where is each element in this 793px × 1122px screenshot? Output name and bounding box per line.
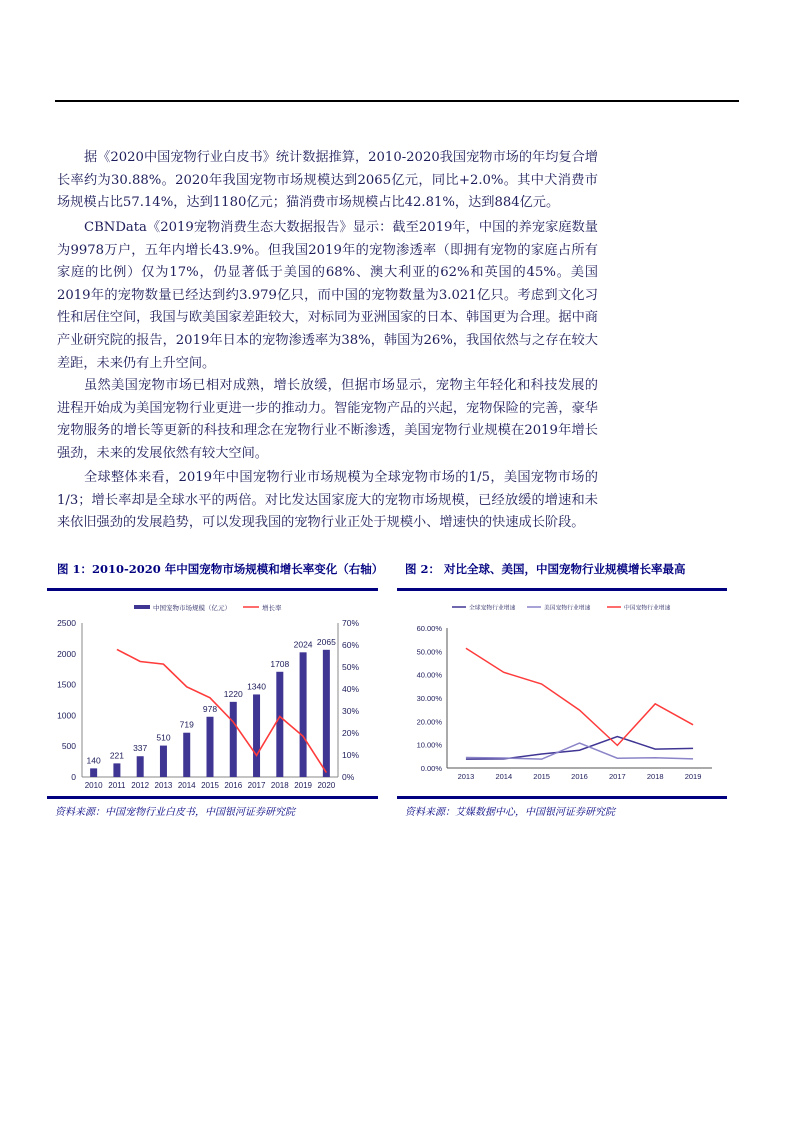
y-tick-label: 20.00% bbox=[416, 717, 442, 727]
figure-1-source: 资料来源：中国宠物行业白皮书，中国银河证券研究院 bbox=[55, 807, 295, 818]
y2-tick-label: 0% bbox=[342, 772, 355, 782]
x-tick-label: 2010 bbox=[84, 781, 103, 790]
bar-data-label: 978 bbox=[202, 703, 218, 714]
y2-tick-label: 40% bbox=[342, 684, 360, 694]
bar bbox=[160, 746, 167, 777]
bar bbox=[253, 694, 260, 777]
figure-1-bottom-rule bbox=[47, 796, 378, 799]
paragraph-2: CBNData《2019宠物消费生态大数据报告》显示：截至2019年，中国的养宠家庭数量为9978万户，五年内增长43.9%。但我国2019年的宠物渗透率（即拥有宠物的家庭占所有家庭的比例）仅为17%，仍显著低于美国的68%、澳大利亚的62%和英国的45%。美国2019年的宠物数量已经达到约3.979亿只，而中国的宠物数量为3.021亿只。考虑到文化习性和居住空间，我国与欧美国家差距较大，对标同为亚洲国家的日本、韩国更为合理。据中商产业研究院的报告，2019年日本的宠物渗透率为38%，韩国为26%，我国依然与之存在较大差距，未来仍有上升空间。 bbox=[57, 220, 598, 371]
x-tick-label: 2012 bbox=[131, 781, 150, 790]
legend-label: 中国宠物行业增速 bbox=[624, 605, 671, 612]
legend-swatch-bar bbox=[134, 605, 150, 609]
bar bbox=[90, 768, 97, 777]
paragraph-4: 全球整体来看，2019年中国宠物行业市场规模为全球宠物市场的1/5，美国宠物市场的1/3；增长率却是全球水平的两倍。对比发达国家庞大的宠物市场规模，已经放缓的增速和未来依旧强劲的发展趋势，可以发现我国的宠物行业正处于规模小、增速快的快速成长阶段。 bbox=[57, 470, 598, 531]
growth-rate-line bbox=[117, 649, 326, 772]
x-tick-label: 2015 bbox=[533, 772, 550, 781]
bar bbox=[230, 702, 237, 777]
global-growth-line bbox=[466, 737, 693, 760]
y2-tick-label: 30% bbox=[342, 706, 360, 716]
y2-tick-label: 10% bbox=[342, 750, 360, 760]
y-tick-label: 0.00% bbox=[420, 764, 442, 773]
bar bbox=[113, 763, 120, 777]
y2-tick-label: 20% bbox=[342, 728, 360, 738]
figure-2-source: 资料来源：艾媒数据中心，中国银河证券研究院 bbox=[405, 807, 615, 818]
y-tick-label: 50.00% bbox=[416, 647, 442, 657]
bar-data-label: 510 bbox=[156, 732, 171, 743]
bar-data-label: 2065 bbox=[316, 636, 336, 647]
x-tick-label: 2016 bbox=[224, 781, 243, 790]
bar bbox=[323, 650, 330, 777]
paragraph-3: 虽然美国宠物市场已相对成熟，增长放缓，但据市场显示，宠物主年轻化和科技发展的进程开始成为美国宠物行业更进一步的推动力。智能宠物产品的兴起，宠物保险的完善，豪华宠物服务的增长等更新的科技和理念在宠物行业不断渗透，美国宠物行业规模在2019年增长强劲，未来的发展依然有较大空间。 bbox=[57, 378, 598, 461]
y-tick-label: 30.00% bbox=[416, 694, 442, 703]
chart-1 bbox=[47, 591, 378, 796]
y-tick-label: 500 bbox=[61, 741, 76, 752]
figure-1-title: 图 1：2010-2020 年中国宠物市场规模和增长率变化（右轴） bbox=[57, 562, 384, 576]
y-tick-label: 1000 bbox=[57, 710, 76, 721]
us-growth-line bbox=[466, 743, 693, 759]
x-tick-label: 2011 bbox=[108, 781, 126, 790]
bar bbox=[207, 717, 214, 777]
bar-data-label: 140 bbox=[86, 755, 101, 766]
x-tick-label: 2019 bbox=[684, 772, 702, 781]
x-tick-label: 2014 bbox=[177, 781, 196, 790]
x-tick-label: 2016 bbox=[571, 772, 588, 781]
bar bbox=[300, 652, 307, 777]
y-tick-label: 2000 bbox=[57, 648, 76, 659]
x-tick-label: 2018 bbox=[270, 781, 289, 790]
chart-2 bbox=[397, 591, 727, 796]
legend-label-line: 增长率 bbox=[262, 605, 282, 612]
x-tick-label: 2018 bbox=[646, 772, 664, 781]
bar-data-label: 2024 bbox=[293, 639, 313, 650]
y2-tick-label: 70% bbox=[342, 618, 360, 628]
bar-data-label: 1340 bbox=[247, 681, 267, 692]
china-growth-line bbox=[466, 648, 693, 745]
y-tick-label: 1500 bbox=[57, 679, 76, 690]
figure-2-title: 图 2： 对比全球、美国，中国宠物行业规模增长率最高 bbox=[405, 562, 686, 576]
legend-label-bar: 中国宠物市场规模（亿元） bbox=[153, 605, 231, 612]
bar bbox=[183, 733, 190, 777]
header-rule bbox=[55, 100, 739, 102]
x-tick-label: 2015 bbox=[201, 781, 219, 790]
x-tick-label: 2013 bbox=[457, 772, 475, 781]
y-tick-label: 10.00% bbox=[416, 740, 442, 750]
bar-data-label: 337 bbox=[133, 743, 148, 754]
x-tick-label: 2020 bbox=[317, 781, 336, 790]
x-tick-label: 2019 bbox=[294, 781, 312, 790]
legend-label: 全球宠物行业增速 bbox=[469, 605, 516, 612]
bar bbox=[276, 672, 283, 777]
bar bbox=[137, 756, 144, 777]
y-tick-label: 2500 bbox=[57, 618, 76, 628]
bar-data-label: 719 bbox=[179, 719, 194, 730]
y-tick-label: 60.00% bbox=[416, 624, 442, 633]
paragraph-1: 据《2020中国宠物行业白皮书》统计数据推算，2010-2020我国宠物市场的年均复合增长率约为30.88%。2020年我国宠物市场规模达到2065亿元，同比+2.0%。其中犬消费市场规模占比57.14%，达到1180亿元；猫消费市场规模占比42.81%，达到884亿元。 bbox=[57, 150, 598, 211]
bar-data-label: 1708 bbox=[270, 658, 290, 669]
y2-tick-label: 50% bbox=[342, 662, 360, 672]
x-tick-label: 2017 bbox=[609, 772, 626, 781]
y2-tick-label: 60% bbox=[342, 640, 360, 650]
figure-2-bottom-rule bbox=[397, 796, 727, 799]
x-tick-label: 2017 bbox=[247, 781, 266, 790]
bar-data-label: 221 bbox=[109, 750, 125, 761]
legend-label: 美国宠物行业增速 bbox=[544, 605, 591, 612]
x-tick-label: 2013 bbox=[154, 781, 173, 790]
bar-data-label: 1220 bbox=[223, 688, 243, 699]
x-tick-label: 2014 bbox=[495, 772, 513, 781]
y-tick-label: 0 bbox=[71, 772, 76, 782]
y-tick-label: 40.00% bbox=[416, 670, 442, 680]
